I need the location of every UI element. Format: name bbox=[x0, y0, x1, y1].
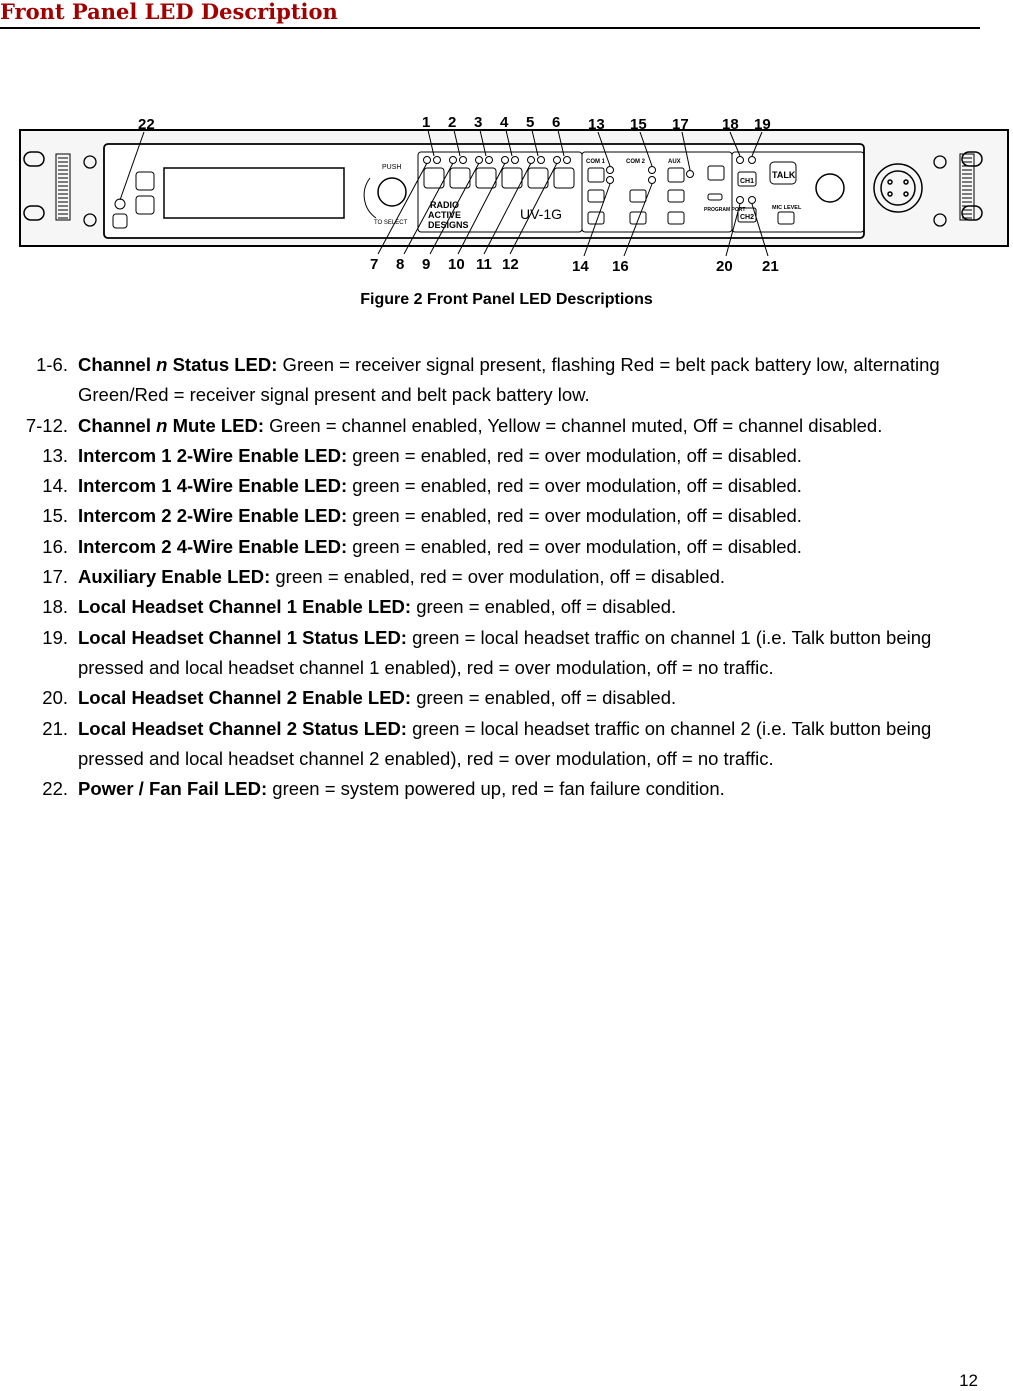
item-description: green = enabled, off = disabled. bbox=[411, 687, 677, 709]
item-number: 17. bbox=[42, 566, 68, 588]
item-description: green = enabled, red = over modulation, off = disabled. bbox=[347, 444, 802, 466]
callout-9: 9 bbox=[422, 256, 431, 273]
item-text bbox=[78, 562, 978, 592]
led-description-list bbox=[0, 350, 1000, 804]
to-select-label: TO SELECT bbox=[374, 220, 408, 226]
com1-label: COM 1 bbox=[586, 159, 606, 165]
item-text bbox=[78, 350, 978, 411]
push-label: PUSH bbox=[382, 164, 402, 171]
term-prefix: Local Headset Channel 2 Enable LED: bbox=[78, 687, 412, 709]
item-term bbox=[78, 475, 347, 496]
term-prefix: Local Headset Channel 2 Status LED: bbox=[78, 717, 407, 739]
list-item bbox=[0, 683, 1000, 713]
talk-label: TALK bbox=[772, 170, 796, 180]
callout-15: 15 bbox=[630, 116, 647, 133]
item-number: 18. bbox=[42, 596, 68, 618]
brand-line-3: DESIGNS bbox=[428, 220, 469, 230]
list-item bbox=[0, 562, 1000, 592]
item-number: 21. bbox=[42, 717, 68, 739]
term-variable: n bbox=[156, 414, 168, 436]
callout-2: 2 bbox=[448, 114, 457, 131]
page-number: 12 bbox=[959, 1371, 978, 1390]
item-number: 22. bbox=[42, 778, 68, 800]
item-number: 7-12. bbox=[25, 414, 68, 436]
term-prefix: Channel bbox=[78, 414, 157, 436]
term-prefix: Channel bbox=[78, 354, 157, 375]
faceplate bbox=[104, 144, 864, 238]
item-text bbox=[78, 683, 978, 713]
aux-label: AUX bbox=[668, 159, 681, 165]
program-port-label: PROGRAM PORT bbox=[704, 207, 746, 213]
item-text bbox=[78, 471, 978, 501]
callout-17: 17 bbox=[672, 116, 689, 133]
item-term bbox=[78, 536, 347, 557]
term-suffix: Mute LED: bbox=[167, 414, 265, 436]
list-item bbox=[0, 623, 1000, 684]
item-term bbox=[78, 778, 267, 799]
callout-11: 11 bbox=[476, 256, 492, 273]
ch2-label: CH2 bbox=[740, 214, 755, 221]
list-item bbox=[0, 592, 1000, 622]
callout-16: 16 bbox=[612, 258, 629, 275]
item-description: green = enabled, red = over modulation, off = disabled. bbox=[347, 475, 802, 497]
item-description: green = local headset traffic on channel 1 (i.e. Talk button being pressed and local headset channel 1 enabled), red = over modulation, off = no traffic. bbox=[78, 626, 932, 678]
callout-18: 18 bbox=[722, 116, 739, 133]
item-description: green = enabled, red = over modulation, off = disabled. bbox=[347, 505, 802, 527]
model-label: UV-1G bbox=[520, 206, 563, 222]
list-item bbox=[0, 350, 1000, 411]
term-prefix: Intercom 2 2-Wire Enable LED: bbox=[78, 505, 348, 527]
callout-14: 14 bbox=[572, 258, 589, 275]
item-term bbox=[78, 445, 347, 466]
item-term bbox=[78, 627, 407, 648]
callout-6: 6 bbox=[552, 114, 561, 131]
item-text bbox=[78, 411, 978, 441]
com2-label: COM 2 bbox=[626, 159, 646, 165]
term-variable: n bbox=[156, 354, 168, 375]
item-number: 20. bbox=[42, 687, 68, 709]
item-term bbox=[78, 505, 347, 526]
callout-4: 4 bbox=[500, 114, 509, 131]
list-item bbox=[0, 471, 1000, 501]
callout-10: 10 bbox=[448, 256, 465, 273]
callout-1: 1 bbox=[422, 114, 431, 131]
callout-8: 8 bbox=[396, 256, 405, 273]
callout-12: 12 bbox=[502, 256, 519, 273]
figure-caption: Figure 2 Front Panel LED Descriptions bbox=[360, 291, 653, 308]
item-number: 1-6. bbox=[36, 354, 68, 375]
callout-19: 19 bbox=[754, 116, 771, 133]
item-description: Green = receiver signal present, flashing Red = belt pack battery low, alternating Green/Red = receiver signal present and belt pack battery low. bbox=[78, 354, 940, 406]
callout-5: 5 bbox=[526, 114, 535, 131]
term-suffix: Status LED: bbox=[167, 354, 278, 375]
page-title: Front Panel LED Description bbox=[0, 0, 338, 24]
item-term bbox=[78, 415, 264, 436]
item-number: 14. bbox=[42, 475, 68, 497]
list-item bbox=[0, 714, 1000, 775]
callout-21: 21 bbox=[762, 258, 779, 275]
item-term bbox=[78, 354, 277, 375]
item-description: green = enabled, off = disabled. bbox=[411, 596, 677, 618]
item-number: 15. bbox=[42, 505, 68, 527]
term-prefix: Power / Fan Fail LED: bbox=[78, 778, 268, 800]
item-number: 13. bbox=[42, 444, 68, 466]
item-number: 16. bbox=[42, 535, 68, 557]
term-prefix: Auxiliary Enable LED: bbox=[78, 566, 271, 588]
item-description: green = enabled, red = over modulation, off = disabled. bbox=[347, 535, 802, 557]
item-term bbox=[78, 718, 407, 739]
item-description: green = local headset traffic on channel 2 (i.e. Talk button being pressed and local headset channel 2 enabled), red = over modulation, off = no traffic. bbox=[78, 717, 932, 769]
callout-22: 22 bbox=[138, 116, 155, 133]
term-prefix: Intercom 1 2-Wire Enable LED: bbox=[78, 444, 348, 466]
item-description: Green = channel enabled, Yellow = channel muted, Off = channel disabled. bbox=[264, 414, 883, 436]
term-prefix: Intercom 2 4-Wire Enable LED: bbox=[78, 535, 348, 557]
brand-line-1: RADIO bbox=[430, 200, 459, 210]
item-text bbox=[78, 623, 978, 684]
item-text bbox=[78, 774, 978, 804]
list-item bbox=[0, 532, 1000, 562]
front-panel-drawing bbox=[18, 108, 1012, 280]
list-item bbox=[0, 441, 1000, 471]
item-text bbox=[78, 501, 978, 531]
item-description: green = system powered up, red = fan failure condition. bbox=[267, 778, 725, 800]
callout-20: 20 bbox=[716, 258, 733, 275]
mic-level-label: MIC LEVEL bbox=[772, 205, 802, 211]
item-term bbox=[78, 566, 270, 587]
brand-line-2: ACTIVE bbox=[428, 210, 462, 220]
list-item bbox=[0, 501, 1000, 531]
item-text bbox=[78, 532, 978, 562]
item-text bbox=[78, 592, 978, 622]
callout-13: 13 bbox=[588, 116, 605, 133]
term-prefix: Intercom 1 4-Wire Enable LED: bbox=[78, 475, 348, 497]
item-text bbox=[78, 714, 978, 775]
term-prefix: Local Headset Channel 1 Enable LED: bbox=[78, 596, 412, 618]
list-item bbox=[0, 411, 1000, 441]
ch1-label: CH1 bbox=[740, 178, 755, 185]
item-term bbox=[78, 596, 411, 617]
item-number: 19. bbox=[42, 626, 68, 648]
front-panel-figure bbox=[18, 108, 1012, 280]
item-description: green = enabled, red = over modulation, off = disabled. bbox=[270, 566, 726, 588]
term-prefix: Local Headset Channel 1 Status LED: bbox=[78, 626, 407, 648]
list-item bbox=[0, 774, 1000, 804]
callout-7: 7 bbox=[370, 256, 379, 273]
page-header bbox=[0, 0, 980, 29]
callout-3: 3 bbox=[474, 114, 483, 131]
item-text bbox=[78, 441, 978, 471]
item-term bbox=[78, 687, 411, 708]
